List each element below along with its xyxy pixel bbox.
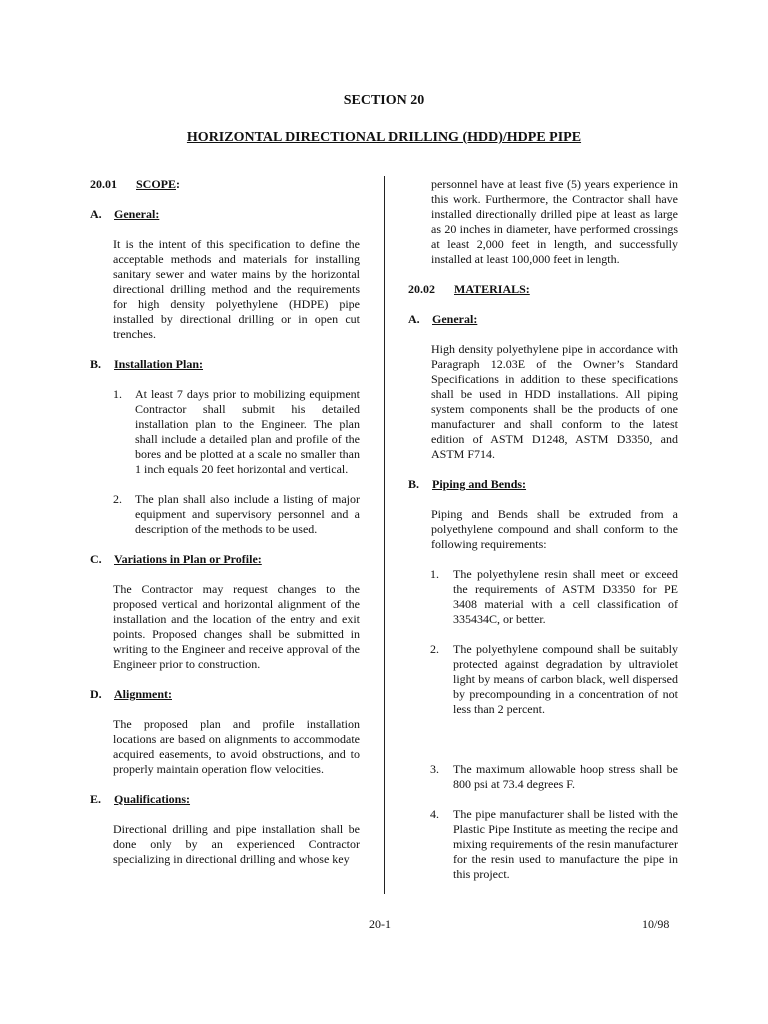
piping-bends-paragraph: Piping and Bends shall be extruded from a polyethylene compound and shall conform to the following requirements: [431,507,678,551]
materials-heading: 20.02 MATERIALS: [408,282,530,296]
section-title: SECTION 20 [343,93,425,108]
scope-heading: 20.01 SCOPE: [90,177,181,191]
qualifications-paragraph: Directional drilling and pipe installation shall be done only by an experienced Contractor specializing in directional drilling and whose key [113,822,360,866]
variations-heading: C. Variations in Plan or Profile: [90,552,262,566]
qualifications-continued: personnel have at least five (5) years experience in this work. Furthermore, the Contractor shall have installed directionally drilled pipe at least as large as 20 inches in diameter, have performed crossings at least 2,000 feet in length, and successfully installed at least 100,000 feet in length. [431,177,678,266]
revision-date: 10/98 [642,917,670,931]
materials-general-heading: A. General: [408,312,478,326]
list-item: 3. The maximum allowable hoop stress shall be 800 psi at 73.4 degrees F. [430,762,678,791]
qualifications-heading: E. Qualifications: [90,792,191,806]
column-divider [384,176,385,894]
piping-bends-heading: B. Piping and Bends: [408,477,527,491]
list-item: 2. The polyethylene compound shall be suitably protected against degradation by ultraviolet light by means of carbon black, well dispersed by precompounding in a concentration of not less than 2 percent. [430,642,678,716]
document-title: HORIZONTAL DIRECTIONAL DRILLING (HDD)/HDPE PIPE [186,130,582,145]
left-column [90,177,360,867]
right-column [408,177,678,882]
alignment-paragraph: The proposed plan and profile installation locations are based on alignments to accommodate acquired easements, to avoid obstructions, and to properly maintain operation flow velocities. [113,717,360,776]
installation-plan-heading: B. Installation Plan: [90,357,204,371]
list-item: 4. The pipe manufacturer shall be listed with the Plastic Pipe Institute as meeting the recipe and mixing requirements of the resin manufacturer for the resin used to manufacture the pipe in this project. [430,807,678,881]
variations-paragraph: The Contractor may request changes to the proposed vertical and horizontal alignment of the installation and the location of the entry and exit points. Proposed changes shall be submitted in writing to the Engineer and receive approval of the Engineer prior to construction. [113,582,360,671]
list-item: 2. The plan shall also include a listing of major equipment and supervisory personnel and a description of the methods to be used. [113,492,360,536]
materials-general-paragraph: High density polyethylene pipe in accordance with Paragraph 12.03E of the Owner’s Standard Specifications in addition to these specifications shall be used in HDD installations. All piping system components shall be the products of one manufacturer and shall conform to the latest edition of ASTM D1248, ASTM D3350, and ASTM F714. [431,342,678,461]
alignment-heading: D. Alignment: [90,687,172,701]
page-number: 20-1 [369,917,391,931]
general-paragraph: It is the intent of this specification to define the acceptable methods and materials for installing sanitary sewer and water mains by the horizontal directional drilling method and the requirements for high density polyethylene (HDPE) pipe installed by directional drilling or in open cut trenches. [113,237,360,341]
list-item: 1. At least 7 days prior to mobilizing equipment Contractor shall submit his detailed installation plan to the Engineer. The plan shall include a detailed plan and profile of the bores and be plotted at a scale no smaller than 1 inch equals 20 feet horizontal and vertical. [113,387,360,476]
general-heading: A. General: [90,207,160,221]
list-item: 1. The polyethylene resin shall meet or exceed the requirements of ASTM D3350 for PE 3408 material with a cell classification of 335434C, or better. [430,567,678,626]
